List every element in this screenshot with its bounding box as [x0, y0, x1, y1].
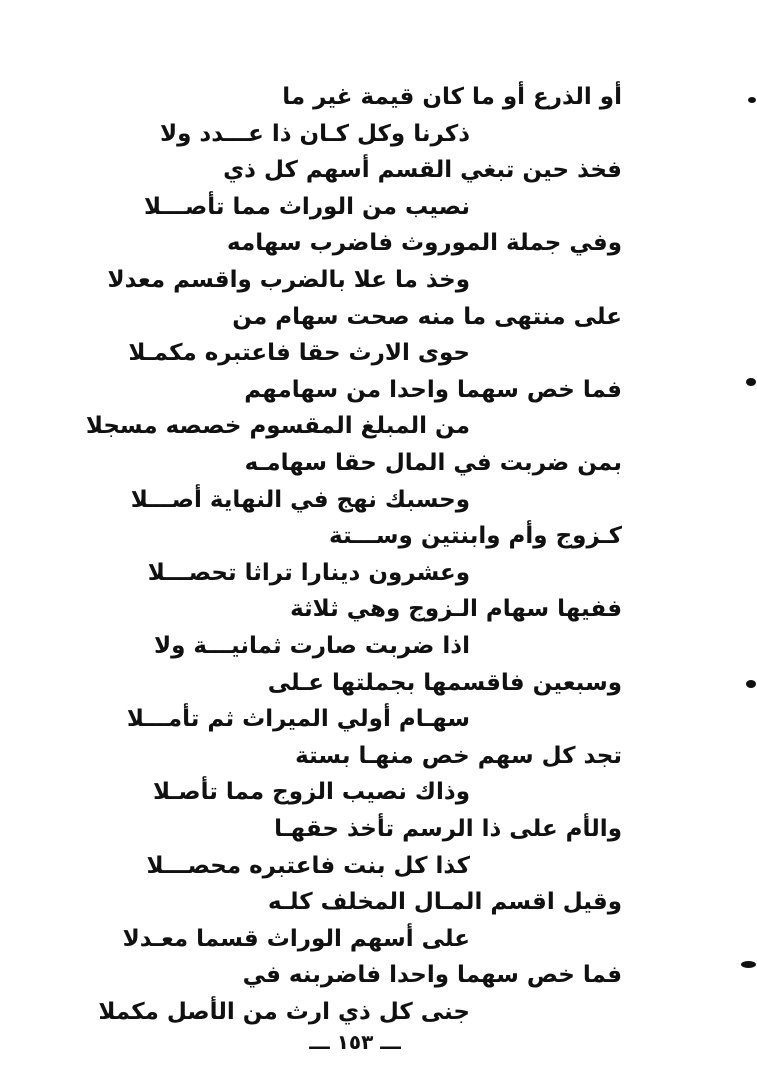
verse-first-hemistich: وفي جملة الموروث فاضرب سهامه [227, 230, 622, 257]
verse-second-hemistich: وخذ ما علا بالضرب واقسم معدلا [107, 267, 470, 293]
verse-second-hemistich: وحسبك نهج في النهاية أصـــلا [130, 486, 470, 513]
verse-second-hemistich: حوى الارث حقا فاعتبره مكمـلا [128, 340, 470, 367]
verse-first-hemistich: تجد كل سهم خص منهـا بستة [295, 742, 622, 769]
verse-first-hemistich: وسبعين فاقسمها بجملتها عـلى [267, 669, 622, 696]
margin-mark [746, 680, 756, 688]
verse-first-hemistich: على منتهى ما منه صحت سهام من [232, 303, 622, 330]
verse-second-hemistich: نصيب من الوراث مما تأصـــلا [143, 193, 470, 220]
margin-mark [746, 378, 756, 386]
verse-second-hemistich: سهـام أولي الميراث ثم تأمـــلا [126, 706, 470, 733]
verse-first-hemistich: فما خص سهما واحدا من سهامهم [244, 376, 622, 403]
page-number: ـــ ١٥٣ ـــ [309, 1030, 401, 1054]
verse-first-hemistich: ففيها سهام الـزوج وهي ثلاثة [290, 596, 622, 623]
verse-second-hemistich: وعشرون دينارا تراثا تحصـــلا [147, 559, 470, 586]
verse-second-hemistich: كذا كل بنت فاعتبره محصـــلا [146, 852, 470, 879]
verse-first-hemistich: كـزوج وأم وابنتين وســـتة [329, 523, 622, 550]
verse-second-hemistich: على أسهم الوراث قسما معـدلا [122, 925, 470, 952]
verse-first-hemistich: فخذ حين تبغي القسم أسهم كل ذي [223, 157, 622, 184]
margin-mark [748, 97, 756, 103]
verse-first-hemistich: بمن ضربت في المال حقا سهامـه [244, 450, 622, 476]
verse-second-hemistich: من المبلغ المقسوم خصصه مسجلا [85, 413, 470, 440]
verse-second-hemistich: اذا ضربت صارت ثمانيـــة ولا [153, 633, 470, 659]
verse-first-hemistich: فما خص سهما واحدا فاضربنه في [242, 962, 622, 989]
verse-second-hemistich: ذكرنا وكل كـان ذا عـــدد ولا [160, 120, 470, 147]
verse-second-hemistich: وذاك نصيب الزوج مما تأصـلا [153, 779, 470, 806]
verse-second-hemistich: جنى كل ذي ارث من الأصل مكملا [98, 999, 470, 1025]
verse-first-hemistich: أو الذرع أو ما كان قيمة غير ما [282, 84, 622, 110]
margin-mark [741, 961, 756, 968]
verse-first-hemistich: وقيل اقسم المـال المخلف كلـه [268, 889, 622, 916]
verse-first-hemistich: والأم على ذا الرسم تأخذ حقهـا [274, 816, 622, 842]
